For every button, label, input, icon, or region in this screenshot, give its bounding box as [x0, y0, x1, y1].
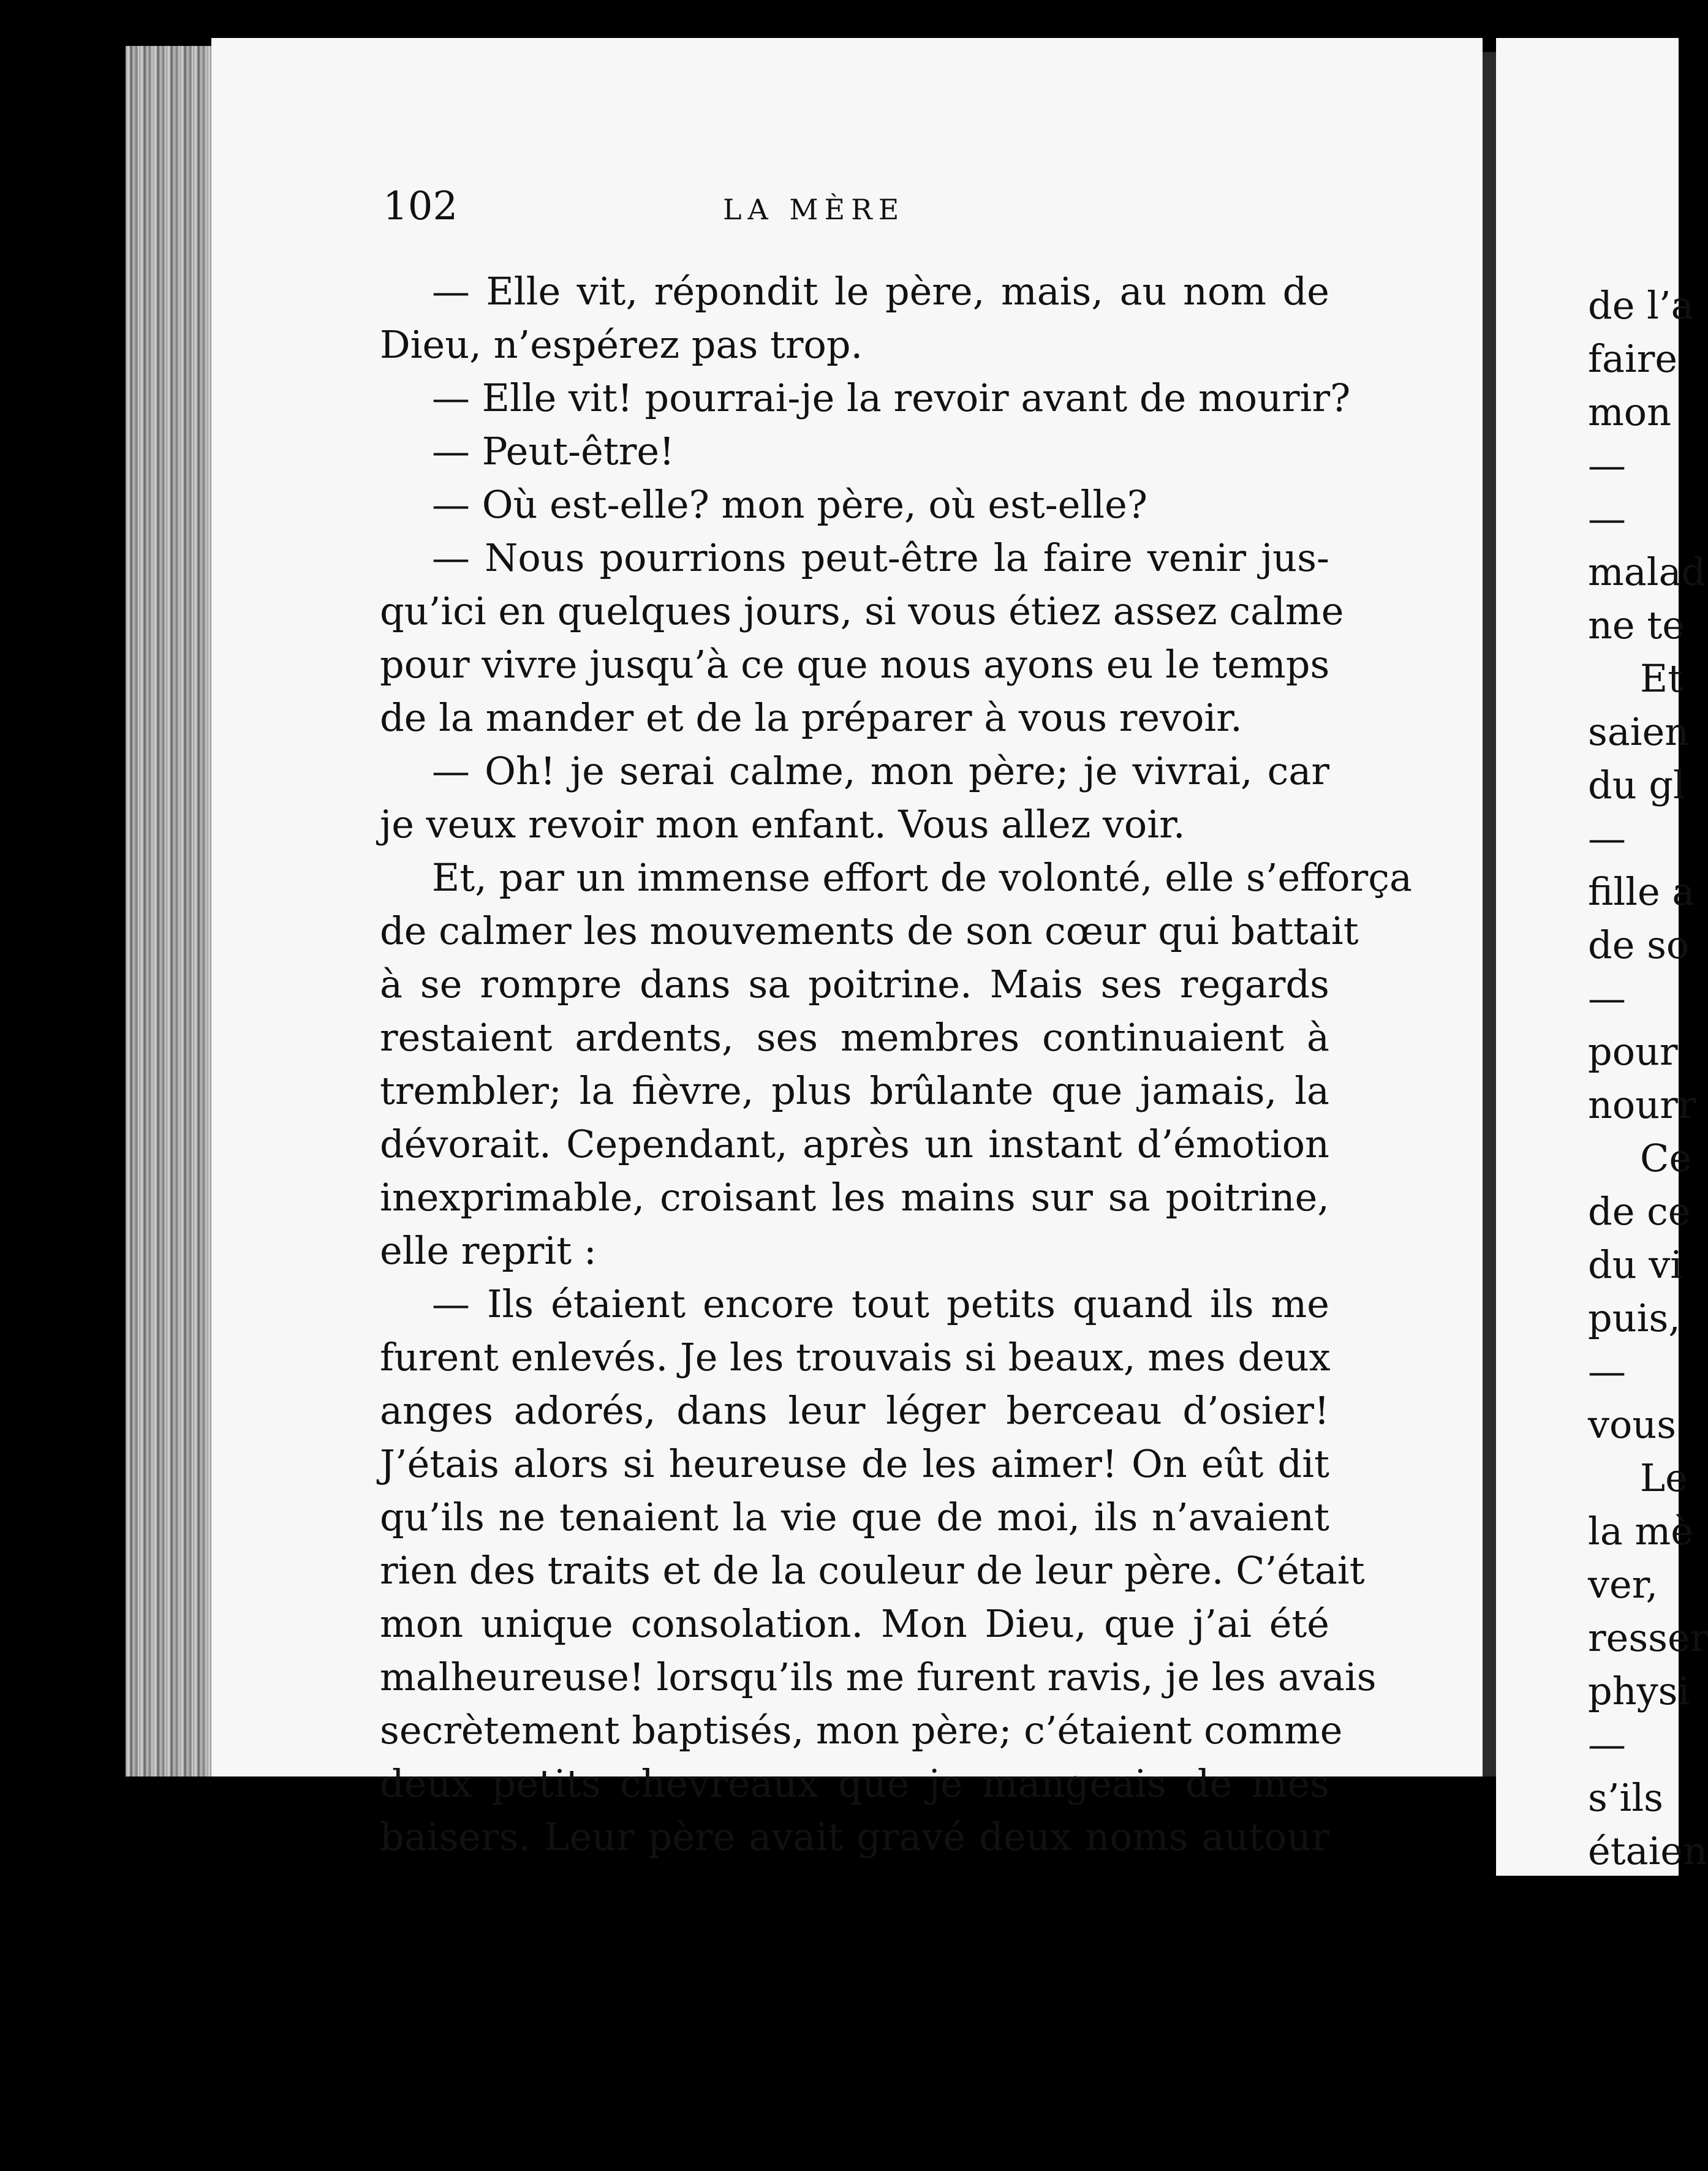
- text-line: restaient ardents, ses membres continuaient à: [380, 1015, 1329, 1060]
- text-line: rien des traits et de la couleur de leur père. C’était: [380, 1548, 1365, 1593]
- text-line: —: [1588, 1722, 1626, 1767]
- text-line: qu’ici en quelques jours, si vous étiez assez calme: [380, 589, 1344, 633]
- text-line: —: [1588, 496, 1626, 541]
- text-line: pour vivre jusqu’à ce que nous ayons eu le temps: [380, 642, 1330, 687]
- text-line: je veux revoir mon enfant. Vous allez voir.: [380, 802, 1185, 847]
- text-line: fille a: [1588, 869, 1695, 914]
- text-line: — Peut-être!: [432, 429, 675, 474]
- text-line: du vi: [1588, 1242, 1683, 1287]
- text-line: saien: [1588, 709, 1690, 754]
- text-line: Le: [1640, 1456, 1688, 1500]
- text-line: faire: [1588, 336, 1678, 381]
- text-line: elle reprit :: [380, 1228, 597, 1273]
- text-line: étaien: [1588, 1829, 1708, 1873]
- text-line: —: [1588, 816, 1626, 861]
- text-line: malad: [1588, 549, 1706, 594]
- text-line: dévorait. Cependant, après un instant d’émotion: [380, 1122, 1329, 1166]
- text-line: à se rompre dans sa poitrine. Mais ses regards: [380, 962, 1329, 1006]
- text-line: malheureuse! lorsqu’ils me furent ravis, je les avais: [380, 1655, 1377, 1699]
- text-line: puis,: [1588, 1296, 1680, 1340]
- text-line: —: [1588, 1349, 1626, 1394]
- text-line: — Elle vit! pourrai-je la revoir avant de mourir?: [432, 376, 1351, 420]
- text-line: vous: [1588, 1402, 1677, 1447]
- text-line: la mè: [1588, 1509, 1693, 1554]
- text-line: —: [1588, 443, 1626, 488]
- text-line: pour: [1588, 1029, 1678, 1074]
- text-line: de l’a: [1588, 283, 1694, 328]
- text-line: de la mander et de la préparer à vous revoir.: [380, 695, 1242, 740]
- right-page-body: [1588, 279, 1708, 1878]
- text-line: — Oh! je serai calme, mon père; je vivrai, car: [432, 749, 1329, 793]
- text-line: anges adorés, dans leur léger berceau d’osier!: [380, 1388, 1329, 1433]
- text-line: de calmer les mouvements de son cœur qui battait: [380, 908, 1359, 953]
- text-line: trembler; la fièvre, plus brûlante que jamais, la: [380, 1068, 1329, 1113]
- page-number: 102: [383, 184, 458, 229]
- text-line: secrètement baptisés, mon père; c’étaient comme: [380, 1708, 1343, 1753]
- left-page-body: [380, 265, 1412, 1863]
- text-line: J’étais alors si heureuse de les aimer! On eût dit: [380, 1441, 1329, 1486]
- text-line: baisers. Leur père avait gravé deux noms autour: [380, 1814, 1329, 1859]
- text-line: de so: [1588, 923, 1690, 967]
- text-line: qu’ils ne tenaient la vie que de moi, ils n’avaient: [380, 1495, 1329, 1539]
- text-line: ne te: [1588, 603, 1685, 648]
- text-line: mon unique consolation. Mon Dieu, que j’ai été: [380, 1601, 1329, 1646]
- text-line: mon: [1588, 390, 1672, 434]
- running-head: LA MÈRE: [723, 193, 905, 226]
- text-line: furent enlevés. Je les trouvais si beaux, mes deux: [380, 1335, 1331, 1380]
- text-line: Ce: [1640, 1136, 1692, 1180]
- text-line: deux petits chevreaux que je mangeais de mes: [380, 1761, 1329, 1806]
- text-line: du gl: [1588, 763, 1685, 807]
- text-line: Et, par un immense effort de volonté, elle s’efforça: [432, 855, 1412, 900]
- text-line: physi: [1588, 1669, 1690, 1713]
- text-line: —: [1588, 976, 1626, 1021]
- text-line: — Nous pourrions peut-être la faire venir jus-: [432, 535, 1329, 580]
- book-gutter: [1483, 52, 1496, 1776]
- text-line: inexprimable, croisant les mains sur sa poitrine,: [380, 1175, 1329, 1220]
- text-line: — Elle vit, répondit le père, mais, au nom de: [432, 269, 1329, 314]
- text-line: s’ils: [1588, 1775, 1664, 1820]
- text-line: nourr: [1588, 1082, 1696, 1127]
- text-line: — Où est-elle? mon père, où est-elle?: [432, 482, 1148, 527]
- text-line: Et: [1640, 656, 1683, 701]
- text-line: Dieu, n’espérez pas trop.: [380, 322, 863, 367]
- text-line: resser: [1588, 1615, 1708, 1660]
- text-line: ver,: [1588, 1562, 1658, 1607]
- text-line: — Ils étaient encore tout petits quand ils me: [432, 1282, 1329, 1326]
- text-line: de ce: [1588, 1189, 1691, 1234]
